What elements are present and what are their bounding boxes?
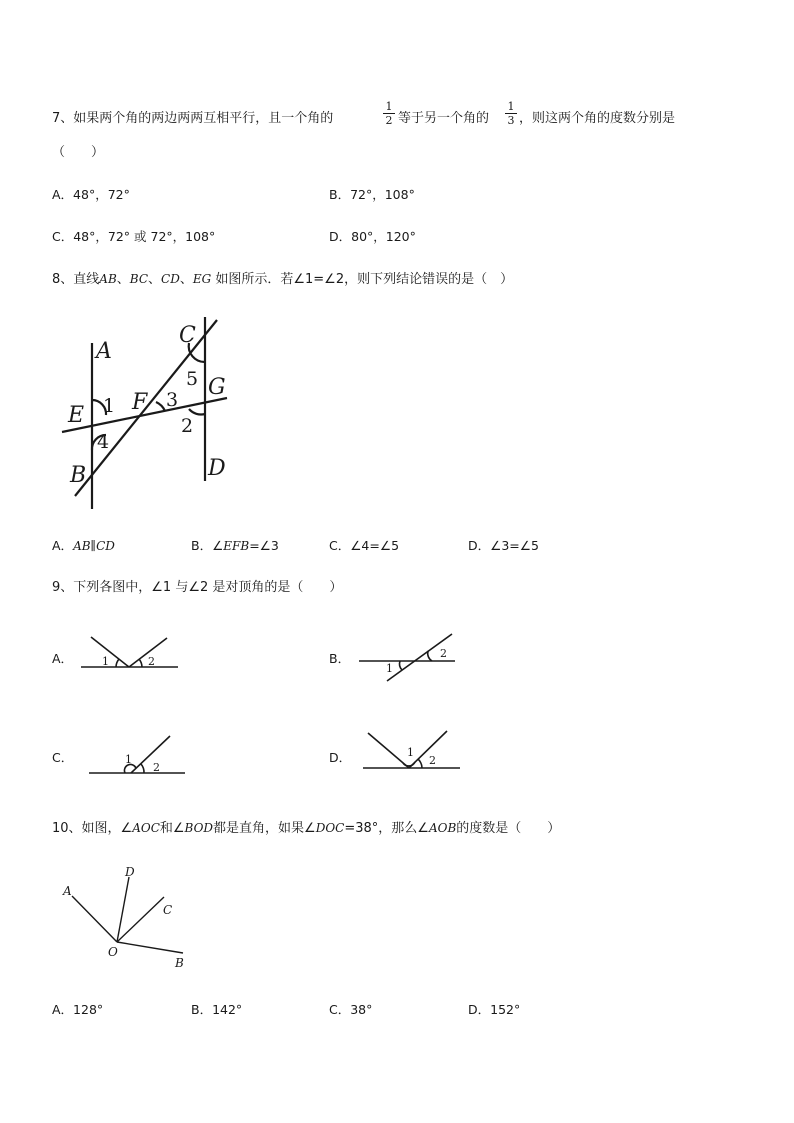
q8-label-b: B [70,463,87,488]
q8-option-b-prefix: B．∠ [191,538,224,553]
q10-angle-aob: AOB [428,821,457,835]
q8-sep2: 、 [148,272,162,287]
q7-frac2-numerator: 1 [505,101,517,114]
q10-label-b: B [175,956,184,970]
q9-b-angle-2: 2 [440,647,447,660]
q7-option-a[interactable]: A．48°，72° [52,187,130,202]
q8-label-c: C [179,323,196,348]
q9-option-d-label[interactable]: D． [329,750,352,765]
q10-stem-and: 和∠ [159,821,185,836]
q10-angle-aoc: AOC [132,821,160,835]
q8-label-f: F [132,390,148,415]
q10-label-a: A [63,884,72,898]
q8-angle-4: 4 [97,431,110,453]
q8-option-d[interactable]: D．∠3=∠5 [468,538,539,553]
q7-stem-part3: ，则这两个角的度数分别是 [519,111,676,126]
q8-line-bc: BC [129,272,149,286]
q8-angle-1: 1 [103,395,116,417]
q8-line-ab: AB [99,272,117,286]
q10-label-c: C [163,903,173,917]
q7-frac1-denominator: 2 [385,114,393,127]
q8-label-e: E [68,403,85,428]
q7-stem-part2: 等于另一个角的 [398,111,490,126]
q8-stem-prefix: 8、直线 [52,272,100,287]
q8-angle-5: 5 [186,368,199,390]
q8-option-a-value: AB∥CD [73,539,115,553]
q8-sep3: 、 [179,272,193,287]
q8-label-d: D [208,456,226,481]
q10-option-d[interactable]: D．152° [468,1002,521,1017]
q9-c-angle-1: 1 [125,753,132,766]
q9-option-c-label[interactable]: C． [52,750,74,765]
q10-angle-bod: BOD [184,821,214,835]
q7-option-c[interactable]: C．48°，72° 或 72°，108° [52,229,216,244]
q10-angle-doc: DOC [315,821,345,835]
q9-option-b-label[interactable]: B． [329,651,351,666]
q8-option-a-prefix: A． [52,538,74,553]
q9-d-angle-1: 1 [407,746,414,759]
q7-stem-part1: 7、如果两个角的两边两两互相平行，且一个角的 [52,111,334,126]
q9-a-angle-2: 2 [148,655,155,668]
q8-option-c[interactable]: C．∠4=∠5 [329,538,400,553]
q8-angle-2: 2 [181,415,194,437]
q7-frac1-numerator: 1 [383,101,395,114]
q10-stem-prefix: 10、如图，∠ [52,821,133,836]
q9-d-angle-2: 2 [429,754,436,767]
q8-angle-3: 3 [166,389,179,411]
q8-option-b-angle: EFB [223,539,250,553]
q10-ray-ob [117,942,183,953]
q10-option-c[interactable]: C．38° [329,1002,373,1017]
q9-a-angle-1: 1 [102,655,109,668]
q7-frac2-denominator: 3 [507,114,515,127]
q8-option-b-suffix: =∠3 [249,538,279,553]
q7-option-b[interactable]: B．72°，108° [329,187,415,202]
q9-stem: 9、下列各图中，∠1 与∠2 是对顶角的是（ ） [52,580,343,595]
q10-option-b[interactable]: B．142° [191,1002,243,1017]
q8-stem-suffix: 如图所示．若∠1=∠2，则下列结论错误的是（ ） [211,272,514,287]
q10-option-a[interactable]: A．128° [52,1002,104,1017]
q9-b-angle-1: 1 [386,662,393,675]
q8-line-cd: CD [161,272,180,286]
q9-option-a-label[interactable]: A． [52,651,74,666]
q10-stem-suffix: 的度数是（ ） [456,821,561,836]
q7-answer-paren: （ ） [52,145,105,160]
q9-c-angle-2: 2 [153,761,160,774]
q10-stem-value: =38°，那么∠ [344,821,429,836]
q7-option-d[interactable]: D．80°，120° [329,229,416,244]
q8-sep1: 、 [116,272,130,287]
q8-label-a: A [96,339,112,364]
q10-stem-mid: 都是直角，如果∠ [213,821,316,836]
q10-label-d: D [125,865,135,879]
q8-line-eg: EG [192,272,212,286]
q10-label-o: O [108,945,118,959]
q10-ray-oa [72,896,117,942]
q8-label-g: G [208,375,226,400]
